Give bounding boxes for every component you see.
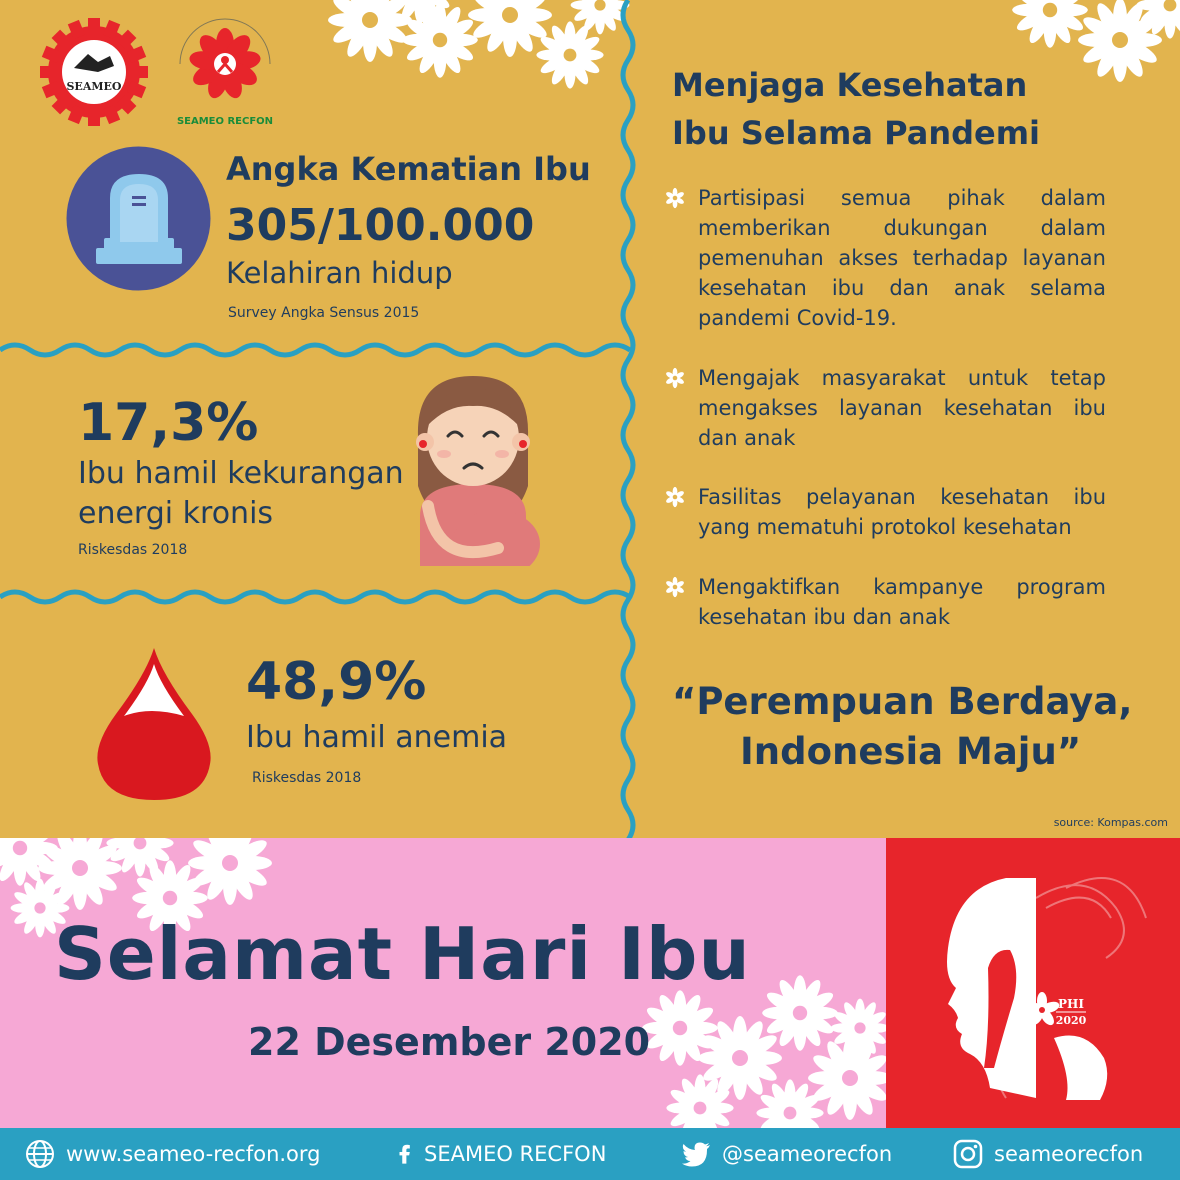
bullet-item bbox=[664, 572, 1110, 632]
bullet-text: Mengajak masyarakat untuk tetap mengakses layanan kesehatan ibu dan anak bbox=[698, 366, 1106, 450]
anemia-value: 48,9% bbox=[246, 652, 427, 712]
instagram-text: seameorecfon bbox=[994, 1142, 1144, 1166]
wavy-divider-2 bbox=[0, 592, 630, 602]
chronic-energy-source: Riskesdas 2018 bbox=[78, 542, 188, 558]
blood-drop-icon bbox=[92, 644, 216, 804]
flower-bullet-icon bbox=[664, 486, 686, 508]
section-title-line2: Ibu Selama Pandemi bbox=[672, 114, 1041, 152]
greeting-banner bbox=[0, 838, 886, 1128]
website-link[interactable] bbox=[24, 1128, 321, 1180]
bullet-item bbox=[664, 363, 1110, 453]
twitter-icon bbox=[680, 1138, 712, 1170]
footer-bar bbox=[0, 1128, 1180, 1180]
maternal-mortality-label: Kelahiran hidup bbox=[226, 256, 453, 290]
facebook-link[interactable] bbox=[394, 1128, 606, 1180]
chronic-energy-value: 17,3% bbox=[78, 393, 259, 453]
pregnant-woman-icon bbox=[398, 366, 548, 566]
chronic-energy-label-line2: energi kronis bbox=[78, 496, 274, 531]
anemia-label: Ibu hamil anemia bbox=[246, 720, 508, 755]
seameo-logo-text: SEAMEO bbox=[66, 80, 122, 93]
instagram-icon bbox=[952, 1138, 984, 1170]
facebook-icon bbox=[394, 1138, 416, 1170]
phi-label: PHI bbox=[1058, 997, 1084, 1011]
seameo-recfon-logo-text: SEAMEO RECFON bbox=[176, 116, 274, 127]
website-text: www.seameo-recfon.org bbox=[66, 1142, 321, 1166]
phi-logo-panel bbox=[886, 838, 1180, 1128]
flower-bullet-icon bbox=[664, 367, 686, 389]
source-note: source: Kompas.com bbox=[1053, 816, 1168, 829]
quote-line1: “Perempuan Berdaya, bbox=[672, 680, 1133, 723]
seameo-logo bbox=[38, 16, 150, 128]
maternal-mortality-title: Angka Kematian Ibu bbox=[226, 150, 591, 188]
greeting-date: 22 Desember 2020 bbox=[248, 1020, 651, 1064]
bullet-text: Fasilitas pelayanan kesehatan ibu yang mematuhi protokol kesehatan bbox=[698, 485, 1106, 539]
tombstone-icon bbox=[66, 146, 211, 291]
seameo-recfon-logo bbox=[160, 12, 290, 132]
maternal-mortality-value: 305/100.000 bbox=[226, 200, 535, 251]
phi-year: 2020 bbox=[1055, 1014, 1087, 1027]
bullet-item bbox=[664, 482, 1110, 542]
bullet-text: Mengaktifkan kampanye program kesehatan ibu dan anak bbox=[698, 575, 1106, 629]
wavy-divider-1 bbox=[0, 345, 630, 355]
bullet-text: Partisipasi semua pihak dalam memberikan dukungan dalam pemenuhan akses terhadap layanan kesehatan ibu dan anak selama pandemi Covid-19. bbox=[698, 186, 1106, 330]
phi-2020-logo bbox=[886, 838, 1180, 1128]
globe-icon bbox=[24, 1138, 56, 1170]
chronic-energy-label-line1: Ibu hamil kekurangan bbox=[78, 456, 404, 491]
anemia-source: Riskesdas 2018 bbox=[252, 770, 362, 786]
section-title-line1: Menjaga Kesehatan bbox=[672, 66, 1028, 104]
twitter-text: @seameorecfon bbox=[722, 1142, 893, 1166]
facebook-text: SEAMEO RECFON bbox=[424, 1142, 607, 1166]
maternal-mortality-source: Survey Angka Sensus 2015 bbox=[228, 305, 420, 321]
quote-line2: Indonesia Maju” bbox=[740, 730, 1082, 773]
greeting-title: Selamat Hari Ibu bbox=[54, 912, 751, 996]
flower-bullet-icon bbox=[664, 576, 686, 598]
bullet-item bbox=[664, 183, 1110, 333]
instagram-link[interactable] bbox=[952, 1128, 1143, 1180]
twitter-link[interactable] bbox=[680, 1128, 892, 1180]
wavy-divider-vertical bbox=[623, 0, 633, 838]
flower-bullet-icon bbox=[664, 187, 686, 209]
